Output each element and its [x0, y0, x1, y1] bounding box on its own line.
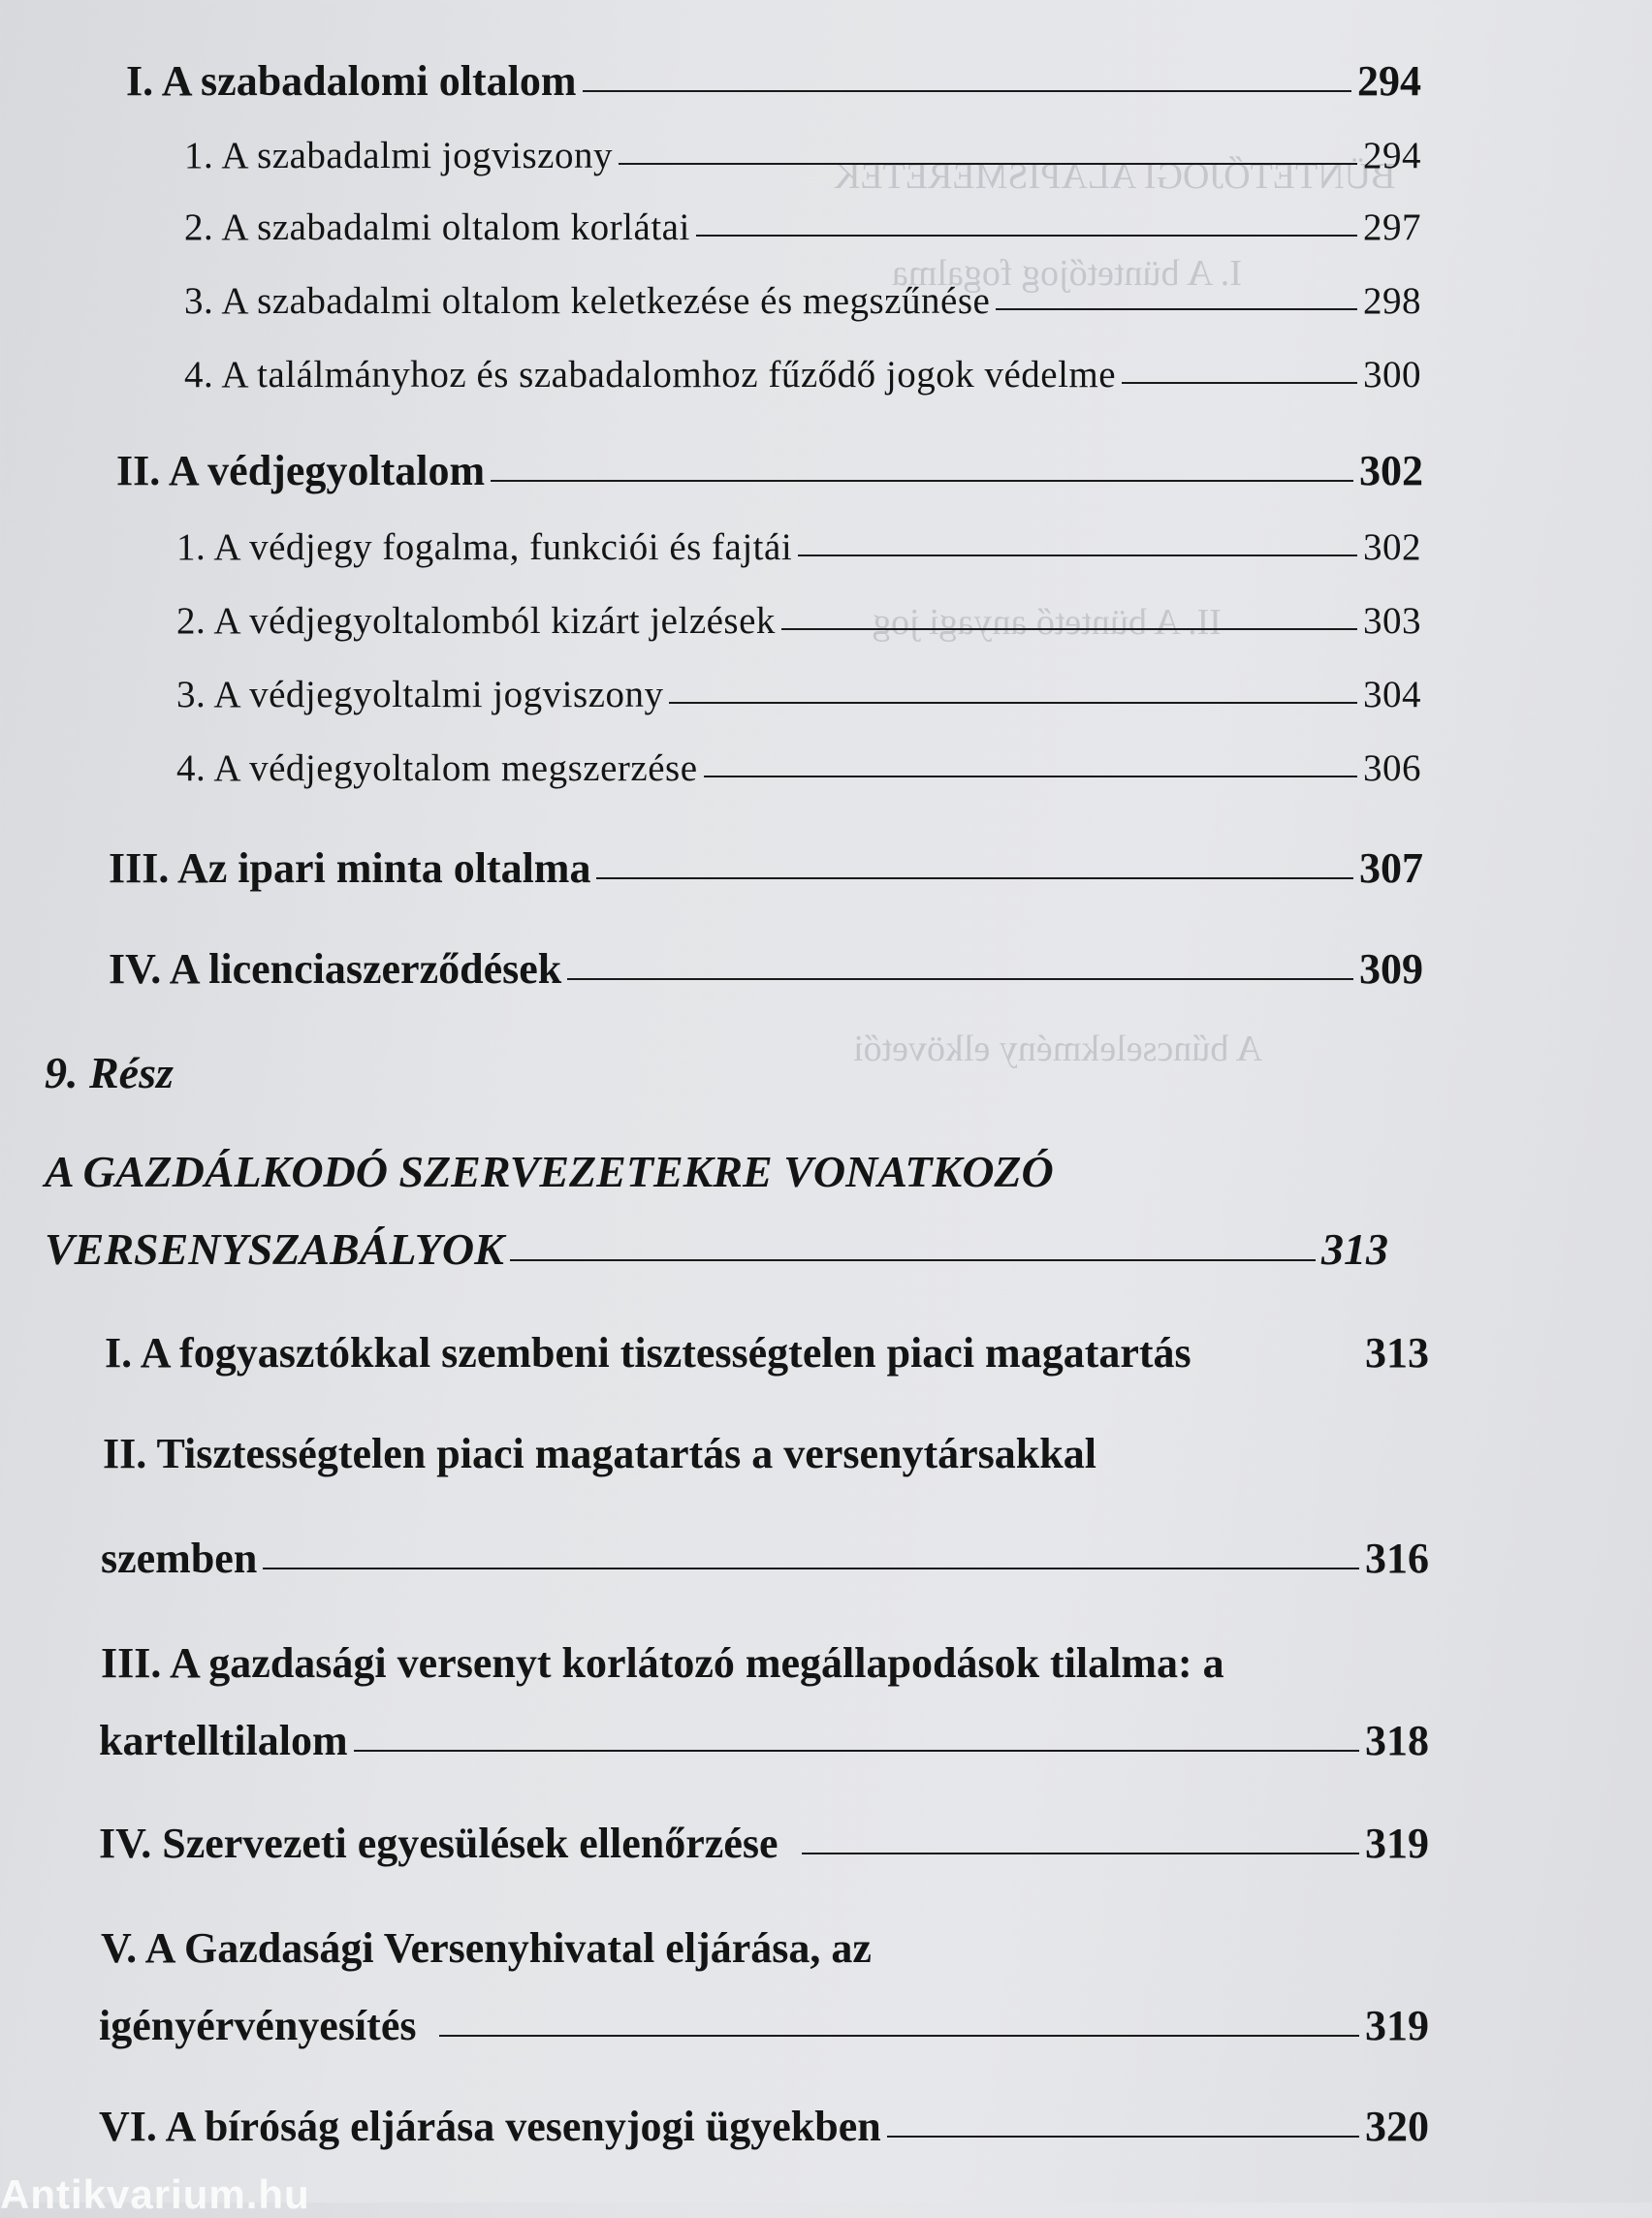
watermark: Antikvarium.hu — [0, 2171, 310, 2217]
toc-chapter-title: VI. A bíróság eljárása vesenyjogi ügyekben — [99, 2103, 881, 2150]
toc-page-number: 306 — [1363, 747, 1421, 789]
toc-chapter-title: IV. A licenciaszerződések — [109, 945, 562, 993]
toc-chapter-title: II. A védjegyoltalom — [116, 447, 486, 494]
toc-chapter[interactable] — [109, 944, 1423, 994]
toc-page-number: 294 — [1363, 135, 1421, 176]
toc-entry[interactable] — [184, 279, 1421, 323]
toc-page-number: 300 — [1363, 354, 1421, 396]
leader-line — [704, 776, 1357, 777]
toc-chapter[interactable] — [116, 446, 1423, 495]
leader-line — [887, 2136, 1359, 2138]
leader-line — [567, 978, 1353, 980]
toc-entry-title: 3. A szabadalmi oltalom keletkezése és megszűnése — [184, 280, 991, 322]
toc-entry-title: 1. A szabadalmi jogviszony — [184, 135, 613, 176]
leader-line — [510, 1259, 1316, 1261]
leader-line — [263, 1568, 1359, 1569]
toc-chapter-title-line1: V. A Gazdasági Versenyhivatal eljárása, az — [101, 1924, 872, 1972]
toc-chapter[interactable] — [99, 1716, 1429, 1765]
toc-chapter-title-line2: szemben — [101, 1535, 258, 1582]
toc-chapter[interactable] — [99, 2001, 1429, 2050]
toc-page-number: 297 — [1363, 206, 1421, 248]
toc-entry[interactable] — [184, 134, 1421, 177]
toc-chapter-title: I. A fogyasztókkal szembeni tisztességtelen piaci magatartás — [105, 1329, 1191, 1377]
leader-line — [619, 163, 1357, 165]
toc-entry-title: 3. A védjegyoltalmi jogviszony — [176, 674, 664, 715]
toc-page-number: 320 — [1365, 2103, 1429, 2150]
leader-line — [996, 308, 1357, 310]
leader-line — [781, 628, 1357, 630]
bleed-through-text: II. A büntető anyagi jog — [873, 602, 1222, 643]
toc-entry[interactable] — [176, 599, 1421, 643]
toc-page-number: 319 — [1365, 1820, 1429, 1867]
leader-line — [491, 480, 1353, 482]
toc-entry-title: 1. A védjegy fogalma, funkciói és fajtái — [176, 526, 793, 568]
toc-chapter[interactable] — [99, 1819, 1429, 1868]
toc-chapter[interactable] — [101, 1534, 1429, 1583]
toc-chapter-title: IV. Szervezeti egyesülések ellenőrzése — [99, 1820, 778, 1867]
toc-page-number: 313 — [1365, 1329, 1429, 1377]
toc-page-number: 302 — [1359, 447, 1423, 494]
toc-chapter[interactable] — [126, 56, 1421, 106]
toc-page-number: 319 — [1365, 2002, 1429, 2049]
leader-line — [669, 702, 1357, 704]
toc-chapter-title-line1: III. A gazdasági versenyt korlátozó megállapodások tilalma: a — [101, 1639, 1224, 1687]
leader-line — [696, 235, 1357, 237]
leader-line — [596, 877, 1353, 879]
toc-entry[interactable] — [176, 746, 1421, 790]
toc-page-number: 309 — [1359, 945, 1423, 993]
toc-page-number: 318 — [1365, 1717, 1429, 1764]
toc-chapter[interactable] — [109, 843, 1423, 893]
toc-page-number: 304 — [1363, 674, 1421, 715]
toc-entry[interactable] — [176, 525, 1421, 569]
toc-page-number: 316 — [1365, 1535, 1429, 1582]
leader-line — [1122, 382, 1357, 384]
bleed-through-text: BÜNTETŐJOGI ALAPISMERETEK — [834, 156, 1396, 197]
leader-line — [439, 2035, 1359, 2037]
leader-line — [798, 554, 1357, 556]
toc-chapter-title: III. Az ipari minta oltalma — [109, 844, 591, 892]
toc-chapter-title-line2: kartelltilalom — [99, 1717, 348, 1764]
part-label: 9. Rész — [45, 1048, 174, 1097]
toc-chapter-title-line1: II. Tisztességtelen piaci magatartás a versenytársakkal — [103, 1430, 1096, 1477]
toc-chapter[interactable] — [99, 2102, 1429, 2151]
part-title-line2: VERSENYSZABÁLYOK — [45, 1224, 504, 1274]
toc-chapter-title-line2: igényérvényesítés — [99, 2002, 417, 2049]
part-title[interactable] — [45, 1223, 1388, 1275]
toc-entry-title: 4. A védjegyoltalom megszerzése — [176, 747, 698, 789]
toc-entry[interactable] — [184, 206, 1421, 249]
leader-line — [802, 1853, 1360, 1854]
toc-entry[interactable] — [184, 353, 1421, 396]
bleed-through-text: I. A büntetőjog fogalma — [892, 253, 1242, 294]
toc-chapter-title: I. A szabadalomi oltalom — [126, 57, 577, 105]
bleed-through-text: A bűncselekmény elkövetői — [853, 1029, 1263, 1069]
toc-chapter[interactable] — [105, 1328, 1429, 1378]
toc-page-number: 303 — [1363, 600, 1421, 642]
toc-page-number: 302 — [1363, 526, 1421, 568]
toc-entry-title: 2. A védjegyoltalomból kizárt jelzések — [176, 600, 776, 642]
toc-page-number: 298 — [1363, 280, 1421, 322]
toc-entry[interactable] — [176, 673, 1421, 716]
toc-page-number: 307 — [1359, 844, 1423, 892]
part-title-line1: A GAZDÁLKODÓ SZERVEZETEKRE VONATKOZÓ — [45, 1147, 1054, 1196]
leader-line — [583, 90, 1352, 92]
leader-line — [354, 1750, 1359, 1752]
toc-entry-title: 4. A találmányhoz és szabadalomhoz fűződő jogok védelme — [184, 354, 1117, 396]
toc-page-number: 313 — [1321, 1224, 1388, 1274]
toc-page-number: 294 — [1357, 57, 1421, 105]
toc-entry-title: 2. A szabadalmi oltalom korlátai — [184, 206, 690, 248]
